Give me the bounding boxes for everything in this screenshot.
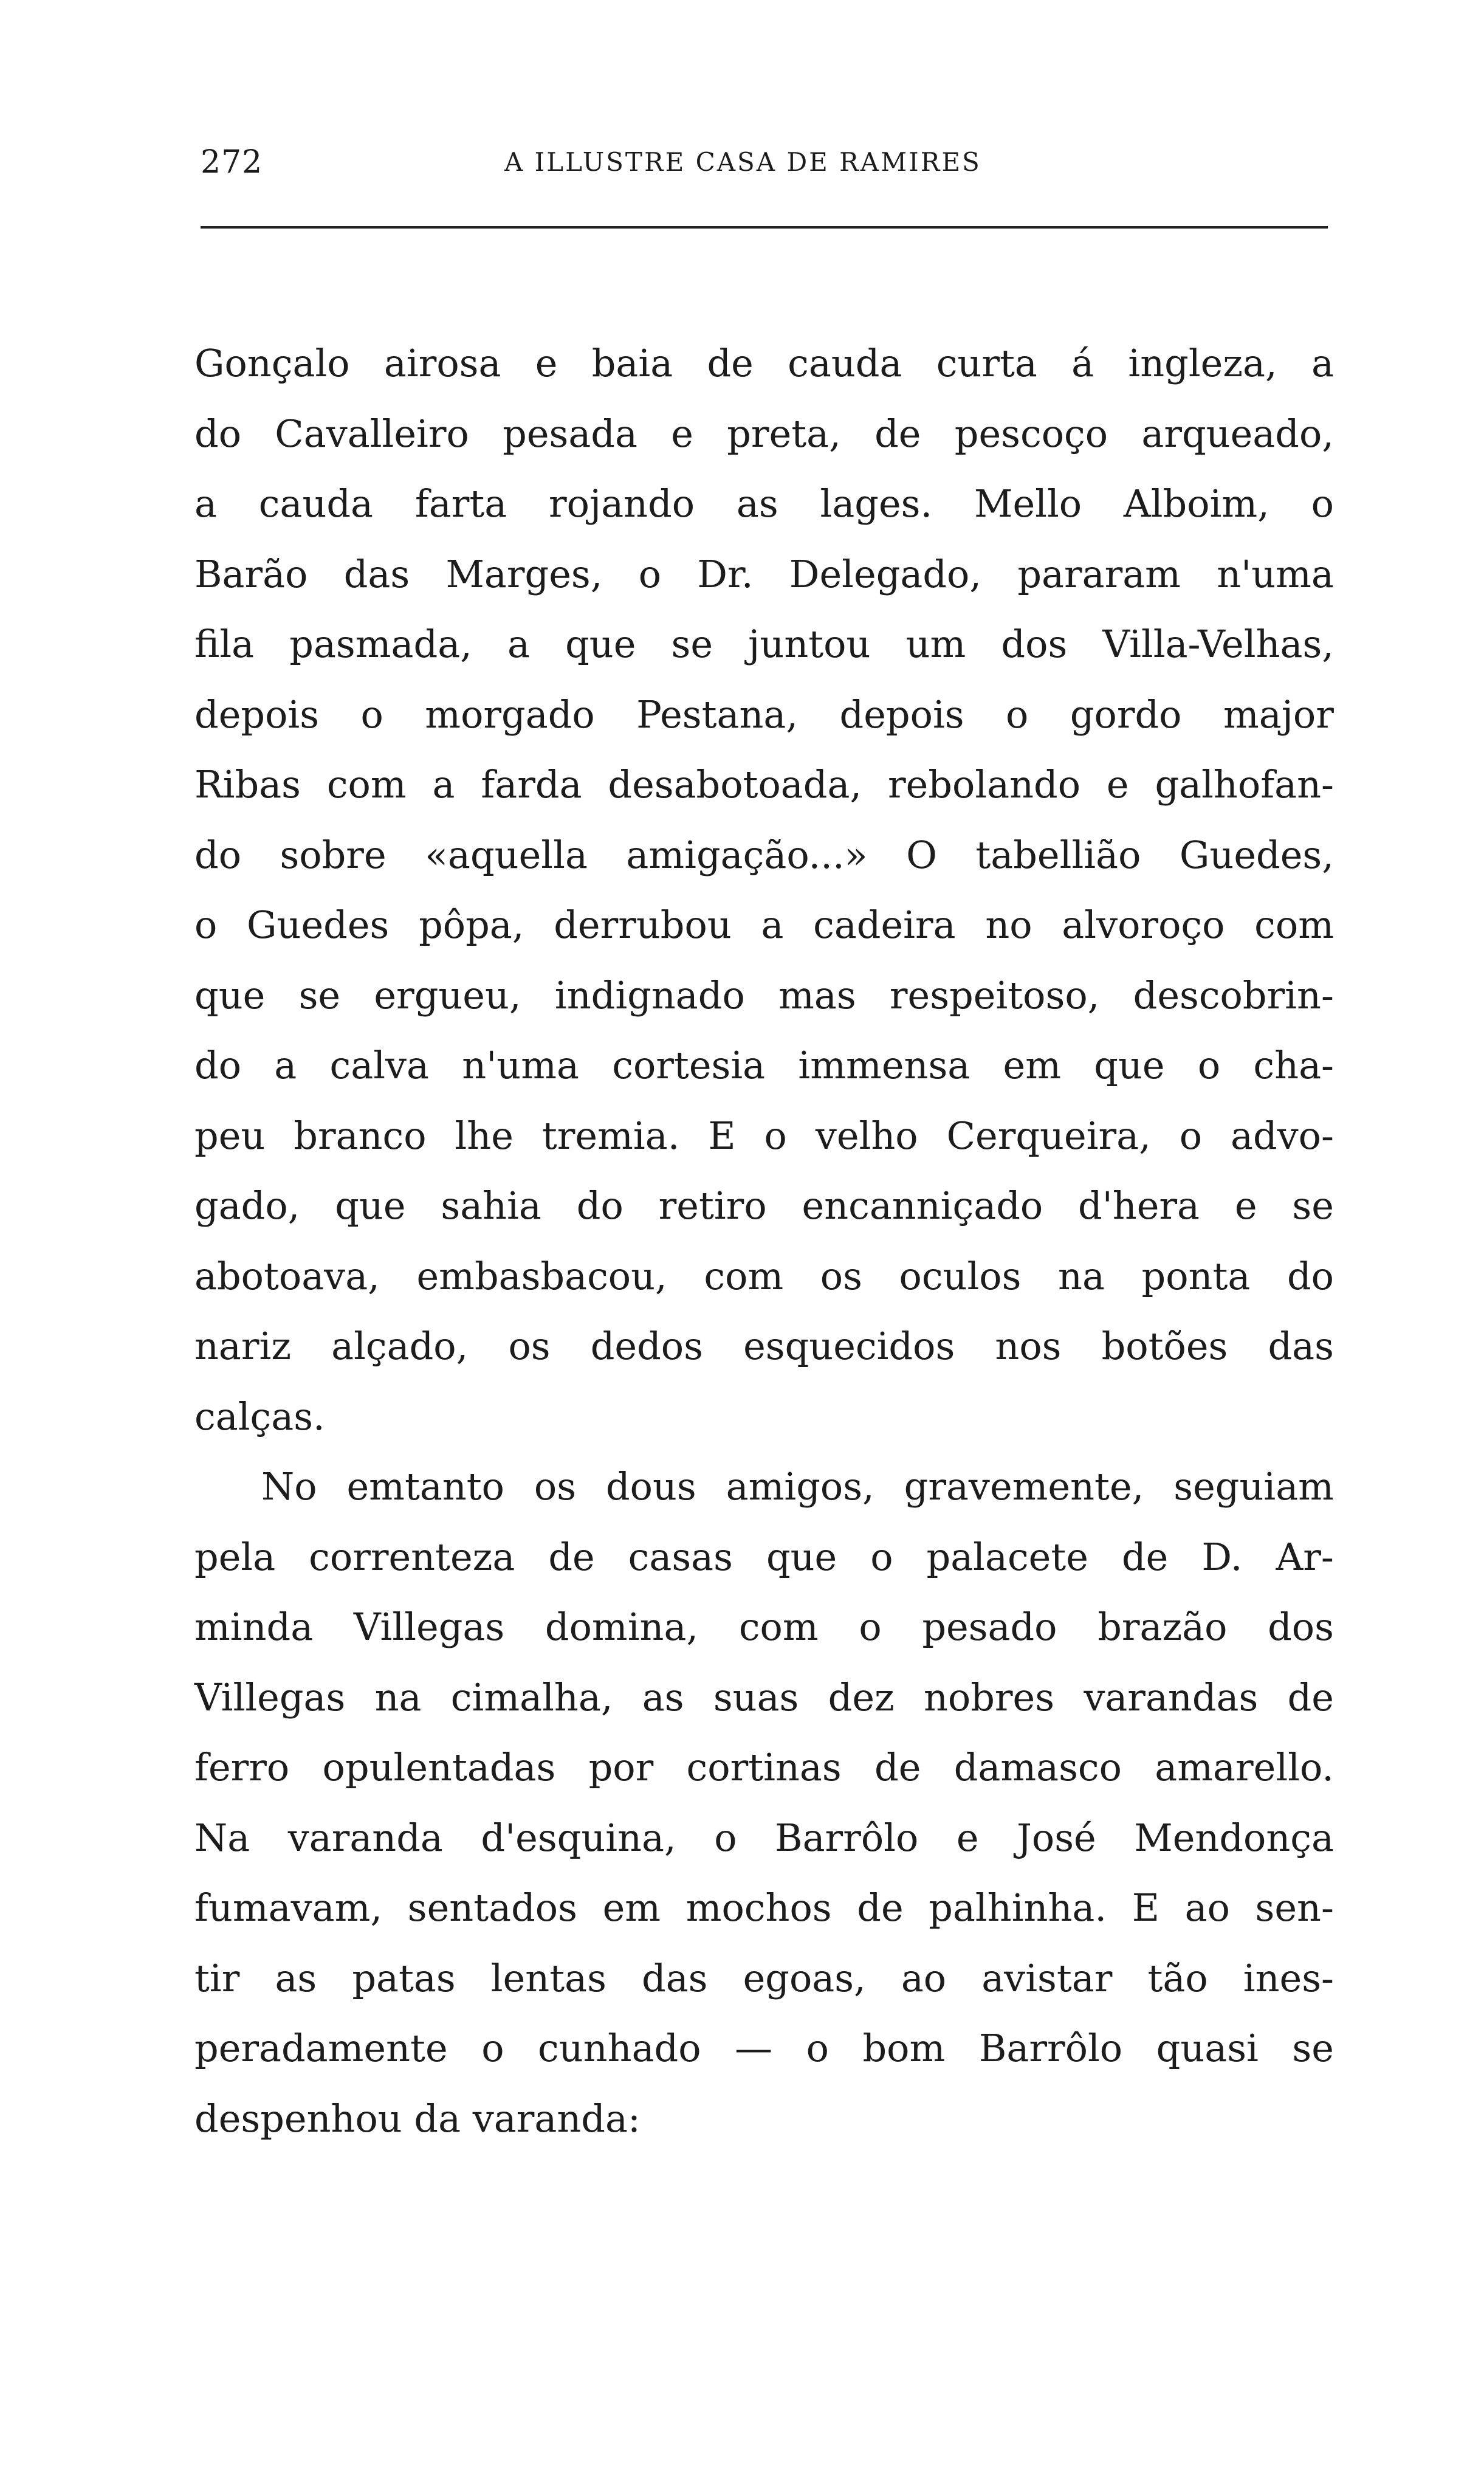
text-line: fumavam, sentados em mochos de palhinha. E ao sen-: [194, 1885, 1334, 1930]
text-line: pela correnteza de casas que o palacete de D. Ar-: [194, 1534, 1334, 1579]
text-line: que se ergueu, indignado mas respeitoso, descobrin-: [194, 973, 1334, 1018]
text-line: do Cavalleiro pesada e preta, de pescoço arqueado,: [194, 411, 1334, 456]
paragraph: [194, 1451, 1334, 2154]
text-line: depois o morgado Pestana, depois o gordo major: [194, 692, 1334, 737]
text-line: tir as patas lentas das egoas, ao avistar tão ines-: [194, 1955, 1334, 2000]
text-line: despenhou da varanda:: [194, 2096, 641, 2141]
text-line: Barão das Marges, o Dr. Delegado, pararam n'uma: [194, 551, 1334, 596]
text-line: do sobre «aquella amigação...» O tabellião Guedes,: [194, 832, 1334, 877]
header-rule: [201, 226, 1328, 229]
text-line: Gonçalo airosa e baia de cauda curta á ingleza, a: [194, 341, 1334, 385]
body-text: [194, 328, 1334, 2154]
text-line: a cauda farta rojando as lages. Mello Alboim, o: [194, 481, 1334, 526]
text-line: minda Villegas domina, com o pesado brazão dos: [194, 1605, 1334, 1649]
text-line: fila pasmada, a que se juntou um dos Villa-Velhas,: [194, 622, 1334, 666]
text-line: peu branco lhe tremia. E o velho Cerqueira, o advo-: [194, 1113, 1334, 1158]
paragraph: [194, 328, 1334, 1451]
page-number: 272: [201, 144, 263, 181]
text-line: abotoava, embasbacou, com os oculos na ponta do: [194, 1253, 1334, 1298]
text-line: Villegas na cimalha, as suas dez nobres varandas de: [194, 1675, 1334, 1720]
text-line: calças.: [194, 1394, 325, 1439]
text-line: o Guedes pôpa, derrubou a cadeira no alvoroço com: [194, 903, 1334, 947]
page-header: [201, 141, 1325, 184]
text-line: ferro opulentadas por cortinas de damasco amarello.: [194, 1745, 1334, 1789]
text-line: do a calva n'uma cortesia immensa em que o cha-: [194, 1043, 1334, 1087]
text-line: peradamente o cunhado — o bom Barrôlo quasi se: [194, 2026, 1334, 2070]
text-line: nariz alçado, os dedos esquecidos nos botões das: [194, 1324, 1334, 1368]
running-title: A ILLUSTRE CASA DE RAMIRES: [504, 147, 981, 177]
text-line: Ribas com a farda desabotoada, rebolando e galhofan-: [194, 762, 1334, 807]
text-line: gado, que sahia do retiro encanniçado d'hera e se: [194, 1183, 1334, 1228]
text-line: Na varanda d'esquina, o Barrôlo e José Mendonça: [194, 1815, 1334, 1860]
text-line: No emtanto os dous amigos, gravemente, seguiam: [261, 1464, 1334, 1509]
